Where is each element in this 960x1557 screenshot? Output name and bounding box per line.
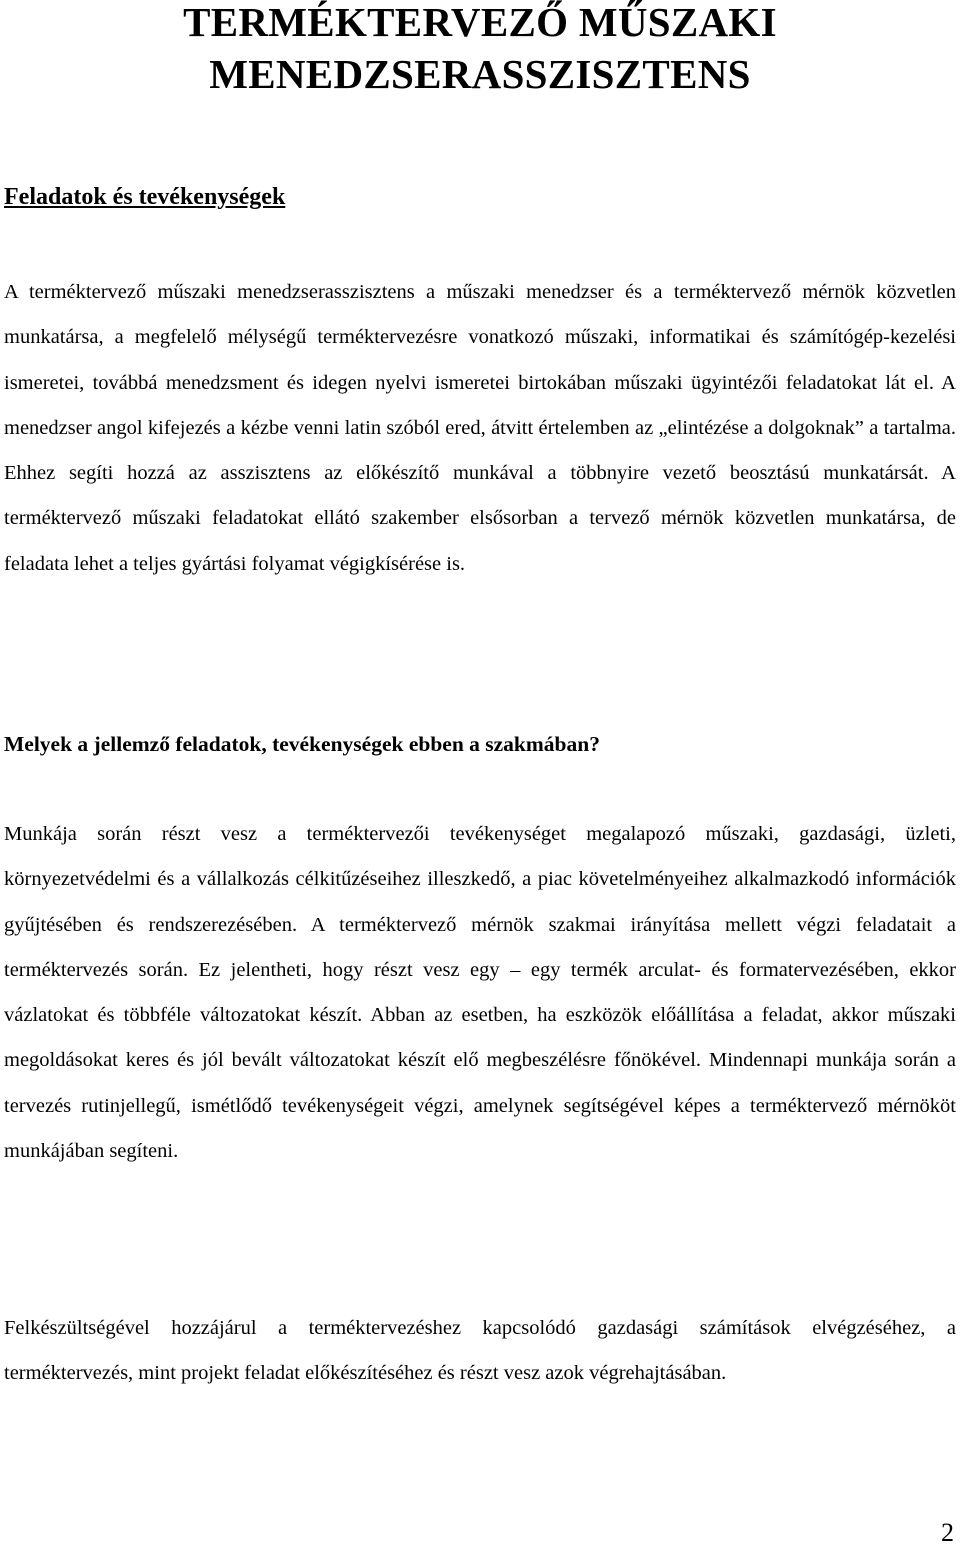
paragraph-intro: A terméktervező műszaki menedzserasszisztens a műszaki menedzser és a terméktervező mérnök közvetlen munkatársa, a megfelelő mélységű terméktervezésre vonatkozó műszaki, informatikai és számítógép-kezelési ismeretei, továbbá menedzsment és idegen nyelvi ismeretei birtokában műszaki ügyintézői feladatokat lát el. A menedzser angol kifejezés a kézbe venni latin szóból ered, átvitt értelemben az „elintézése a dolgoknak” a tartalma. Ehhez segíti hozzá az asszisztens az előkészítő munkával a többnyire vezető beosztású munkatársát. A terméktervező műszaki feladatokat ellátó szakember elsősorban a tervező mérnök közvetlen munkatársa, de feladata lehet a teljes gyártási folyamat végigkísérése is.: [4, 281, 956, 575]
title-line-1: TERMÉKTERVEZŐ MŰSZAKI: [183, 0, 777, 45]
question-heading: Melyek a jellemző feladatok, tevékenységek ebben a szakmában?: [4, 732, 600, 756]
title-line-2: MENEDZSERASSZISZTENS: [209, 51, 751, 97]
section-heading: Feladatok és tevékenységek: [4, 184, 286, 210]
page-number: 2: [941, 1518, 954, 1547]
paragraph-contribution: Felkészültségével hozzájárul a terméktervezéshez kapcsolódó gazdasági számítások elvégzéséhez, a terméktervezés, mint projekt feladat előkészítéséhez és részt vesz azok végrehajtásában.: [4, 1317, 956, 1385]
document-title: [0, 0, 960, 100]
paragraph-tasks: Munkája során részt vesz a terméktervezői tevékenységet megalapozó műszaki, gazdasági, üzleti, környezetvédelmi és a vállalkozás célkitűzéseihez illeszkedő, a piac követelményeihez alkalmazkodó információk gyűjtésében és rendszerezésében. A terméktervező mérnök szakmai irányítása mellett végzi feladatait a terméktervezés során. Ez jelentheti, hogy részt vesz egy – egy termék arculat- és formatervezésében, ekkor vázlatokat és többféle változatokat készít. Abban az esetben, ha eszközök előállítása a feladat, akkor műszaki megoldásokat keres és jól bevált változatokat készít elő megbeszélésre főnökével. Mindennapi munkája során a tervezés rutinjellegű, ismétlődő tevékenységeit végzi, amelynek segítségével képes a terméktervező mérnököt munkájában segíteni.: [4, 823, 956, 1163]
